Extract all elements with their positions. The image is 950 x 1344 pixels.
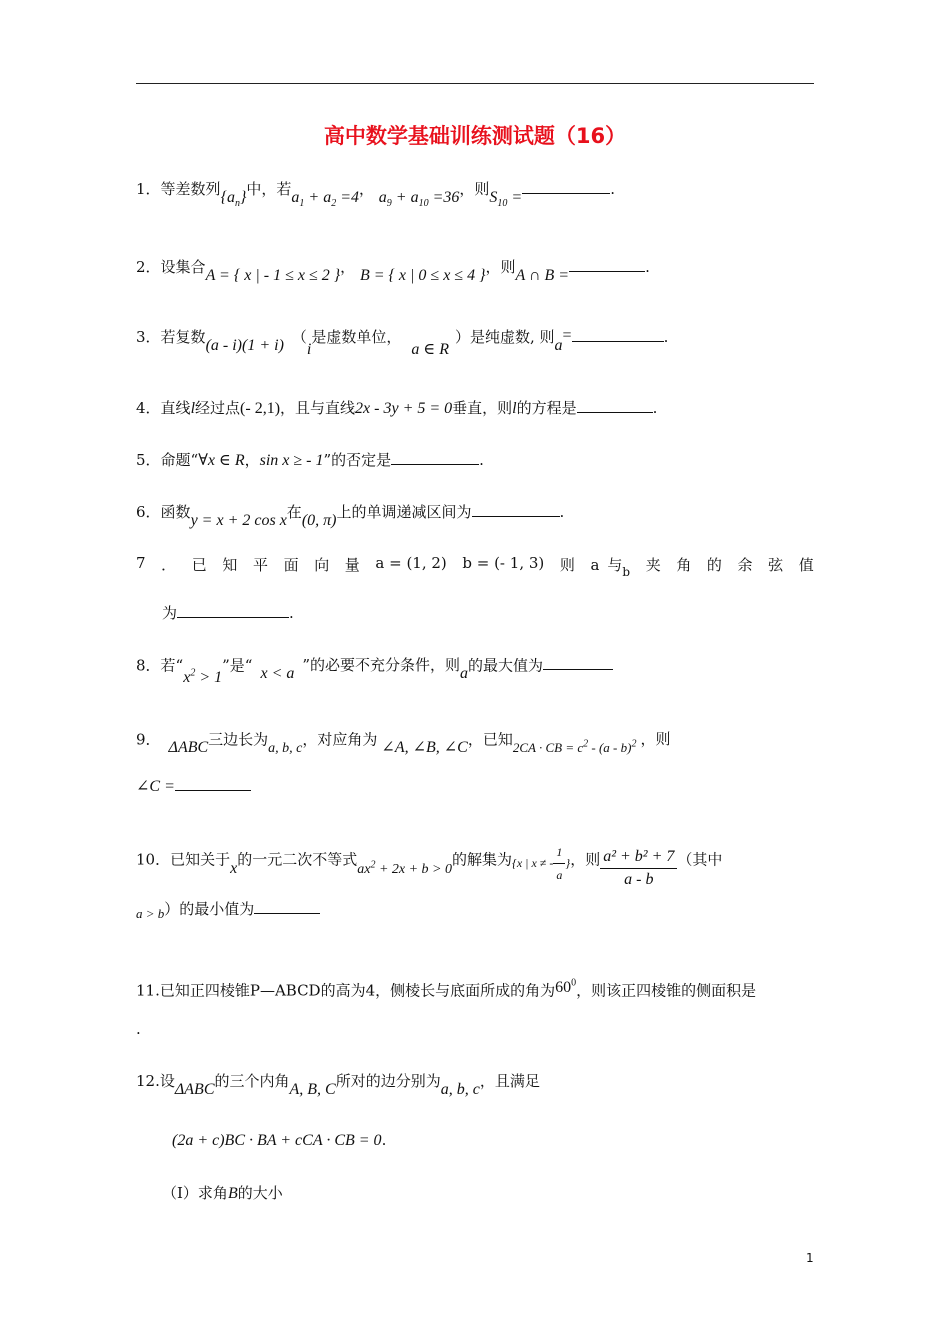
page-number: 1	[806, 1251, 814, 1265]
header-rule	[136, 83, 814, 84]
question-3: 3．若复数(a - i)(1 + i) （i是虚数单位，a ∈ R）是纯虚数, 则a= .	[136, 327, 669, 358]
question-5: 5．命题“∀x ∈ R，sin x ≥ - 1”的否定是 .	[136, 451, 484, 469]
question-7: 7 ． 已 知 平 面 向 量 a = (1, 2) b = (- 1, 3) 则 a 与$_b$ 夹 角 的 余 弦 值	[136, 554, 814, 579]
question-4: 4．直线l经过点(- 2,1)，且与直线2x - 3y + 5 = 0垂直，则l的方程是 .	[136, 399, 658, 417]
question-10-line2: a > b）的最小值为	[136, 898, 320, 921]
question-12: 12.设ΔABC的三个内角A, B, C所对的边分别为a, b, c，且满足	[136, 1072, 540, 1098]
answer-blank[interactable]	[472, 502, 560, 517]
question-7-line2: 为 .	[162, 604, 294, 622]
question-11-line2: .	[136, 1020, 141, 1038]
answer-blank[interactable]	[569, 257, 645, 272]
answer-blank[interactable]	[391, 450, 479, 465]
answer-blank[interactable]	[543, 655, 613, 670]
question-6: 6．函数y = x + 2 cos x在(0, π)上的单调递减区间为 .	[136, 503, 565, 529]
question-2: 2．设集合A = { x | - 1 ≤ x ≤ 2 }， B = { x | 0 ≤ x ≤ 4 }，则A ∩ B = .	[136, 258, 650, 284]
page-title: 高中数学基础训练测试题（16）	[323, 124, 627, 148]
question-8: 8．若“$x^2 > 1$”是“ x < a ”的必要不充分条件，则a的最大值为	[136, 651, 613, 677]
answer-blank[interactable]	[177, 603, 289, 618]
question-11: 11.已知正四棱锥P—ABCD的高为4，侧棱长与底面所成的角为$60^0$，则该正四棱锥的侧面积是	[136, 978, 757, 1000]
question-9: 9． ΔABC三边长为a, b, c，对应角为 ∠A, ∠B, ∠C，已知2CA · CB = $c^2 - (a - b)^2$ ，则	[136, 730, 671, 757]
answer-blank[interactable]	[577, 398, 653, 413]
question-12-equation: (2a + c)BC · BA + cCA · CB = 0.	[172, 1131, 387, 1149]
question-1: 1．等差数列$\{a_n\}$中，若$a_1 + a_2 =4$， $a_9 + a_{10} =36$，则$S_{10}$ = .	[136, 180, 615, 210]
question-12-part-1: （Ⅰ）求角B的大小	[162, 1184, 283, 1202]
answer-blank[interactable]	[522, 179, 610, 194]
answer-blank[interactable]	[572, 327, 664, 342]
answer-blank[interactable]	[175, 776, 251, 791]
question-9-line2: ∠C =	[136, 775, 251, 798]
question-10: 10．已知关于x的一元二次不等式$ax^2 + 2x + b > 0$的解集为{x | x ≠ - $\frac{1}{a}$ }，则 $\frac{\text{a² + b² + 7}}{a - b}$ （其中	[136, 838, 722, 884]
answer-blank[interactable]	[254, 899, 320, 914]
